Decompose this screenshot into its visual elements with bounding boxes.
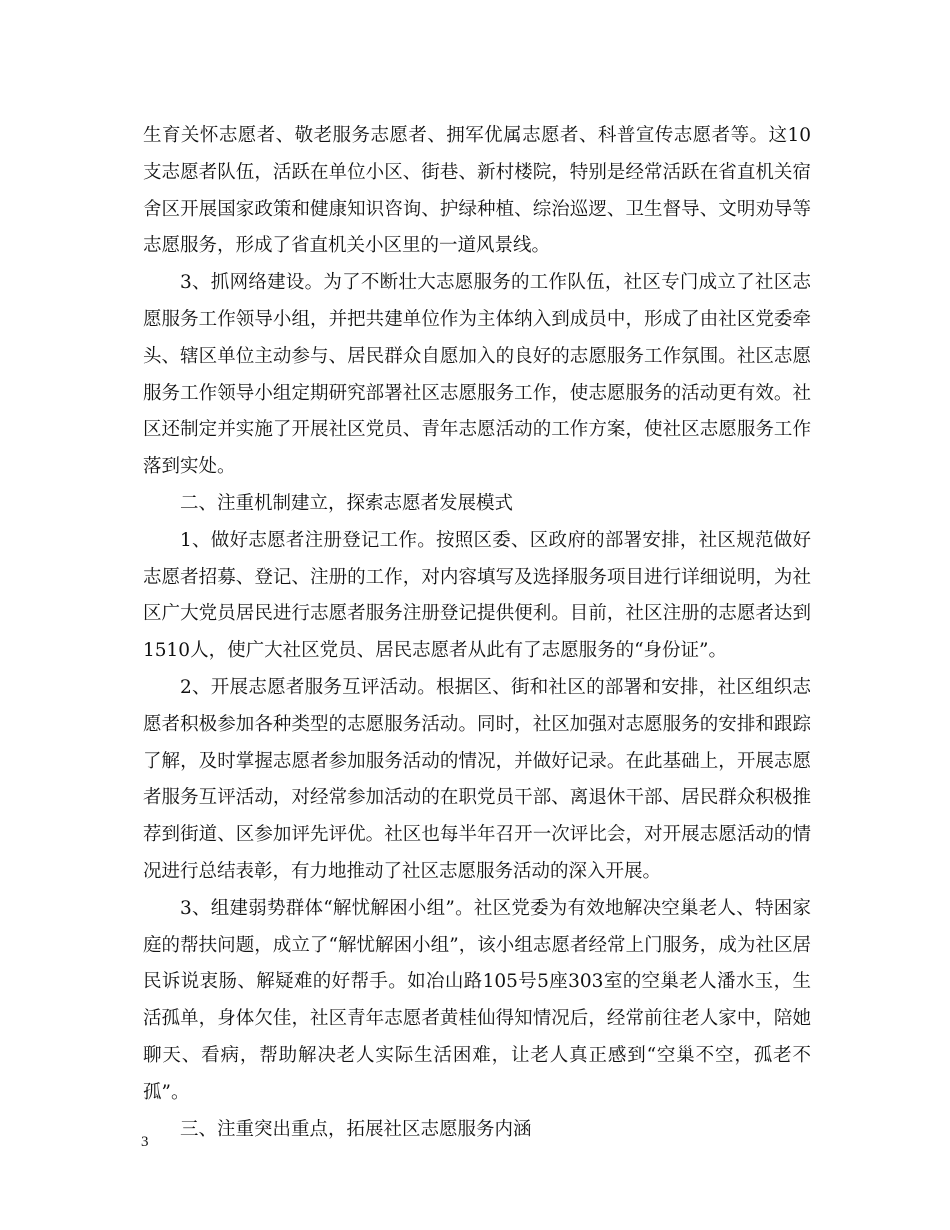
paragraph-relief-group: 3、组建弱势群体“解忧解困小组”。社区党委为有效地解决空巢老人、特困家庭的帮扶问题，成立了“解忧解困小组”，该小组志愿者经常上门服务，成为社区居民诉说衷肠、解疑难的好帮手。如冶山路105号5座303室的空巢老人潘水玉，生活孤单，身体欠佳，社区青年志愿者黄桂仙得知情况后，经常前往老人家中，陪她聊天、看病，帮助解决老人实际生活困难，让老人真正感到“空巢不空，孤老不孤”。 xyxy=(143,897,811,1103)
paragraph-network-building: 3、抓网络建设。为了不断壮大志愿服务的工作队伍，社区专门成立了社区志愿服务工作领导小组，并把共建单位作为主体纳入到成员中，形成了由社区党委牵头、辖区单位主动参与、居民群众自愿加入的良好的志愿服务工作氛围。社区志愿服务工作领导小组定期研究部署社区志愿服务工作，使志愿服务的活动更有效。社区还制定并实施了开展社区党员、青年志愿活动的工作方案，使社区志愿服务工作落到实处。 xyxy=(143,272,811,478)
paragraph-registration: 1、做好志愿者注册登记工作。按照区委、区政府的部署安排，社区规范做好志愿者招募、登记、注册的工作，对内容填写及选择服务项目进行详细说明，为社区广大党员居民进行志愿者服务注册登记提供便利。目前，社区注册的志愿者达到1510人，使广大社区党员、居民志愿者从此有了志愿服务的“身份证”。 xyxy=(143,529,811,662)
page-number: 3 xyxy=(141,1134,149,1150)
section-heading-mechanism: 二、注重机制建立，探索志愿者发展模式 xyxy=(180,492,514,514)
paragraph-mutual-evaluation: 2、开展志愿者服务互评活动。根据区、街和社区的部署和安排，社区组织志愿者积极参加各种类型的志愿服务活动。同时，社区加强对志愿服务的安排和跟踪了解，及时掌握志愿者参加服务活动的情况，并做好记录。在此基础上，开展志愿者服务互评活动，对经常参加活动的在职党员干部、离退休干部、居民群众积极推荐到街道、区参加评先评优。社区也每半年召开一次评比会，对开展志愿活动的情况进行总结表彰，有力地推动了社区志愿服务活动的深入开展。 xyxy=(143,676,811,882)
document-body xyxy=(143,118,811,1148)
section-heading-focus: 三、注重突出重点，拓展社区志愿服务内涵 xyxy=(180,1118,532,1140)
paragraph-volunteer-teams: 生育关怀志愿者、敬老服务志愿者、拥军优属志愿者、科普宣传志愿者等。这10支志愿者队伍，活跃在单位小区、街巷、新村楼院，特别是经常活跃在省直机关宿舍区开展国家政策和健康知识咨询、护绿种植、综治巡逻、卫生督导、文明劝导等志愿服务，形成了省直机关小区里的一道风景线。 xyxy=(143,125,811,257)
